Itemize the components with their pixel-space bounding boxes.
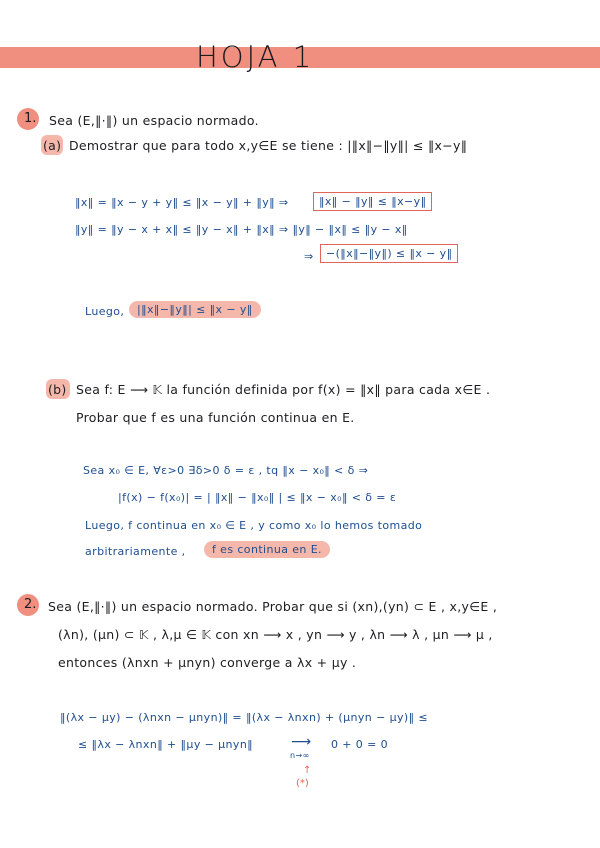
- conclusion-b-highlight: f es continua en E.: [204, 541, 330, 558]
- part-a-label: (a): [43, 138, 62, 153]
- exercise-1-number: 1.: [24, 111, 37, 126]
- part-b-statement-line-1: Sea f: E ⟶ 𝕂 la función definida por f(x) = ‖x‖ para cada x∈E .: [76, 382, 491, 397]
- exercise-2-statement-line-3: entonces (λnxn + μnyn) converge a λx + μy .: [58, 655, 357, 670]
- proof-a-line-3-arrow: ⇒: [304, 250, 314, 263]
- part-b-label: (b): [48, 382, 67, 397]
- exercise-1-statement: Sea (E,‖·‖) un espacio normado.: [49, 113, 259, 128]
- proof-b-line-3: Luego, f continua en x₀ ∈ E , y como x₀ lo hemos tomado: [85, 519, 423, 532]
- proof-b-line-4-prefix: arbitrariamente ,: [85, 545, 186, 558]
- conclusion-a-highlight: |‖x‖−‖y‖| ≤ ‖x − y‖: [129, 301, 261, 318]
- proof-2-result: 0 + 0 = 0: [331, 738, 389, 751]
- part-b-statement-line-2: Probar que f es una función continua en E.: [76, 410, 355, 425]
- proof-2-limit-arrow: ⟶: [291, 734, 312, 750]
- exercise-2-number: 2.: [24, 597, 37, 612]
- proof-a-box-2: −(‖x‖−‖y‖) ≤ ‖x − y‖: [320, 244, 458, 263]
- conclusion-a-prefix: Luego,: [85, 305, 125, 318]
- page-title: HOJA 1: [196, 40, 315, 74]
- part-a-statement: Demostrar que para todo x,y∈E se tiene : |‖x‖−‖y‖| ≤ ‖x−y‖: [69, 138, 468, 153]
- note-arrow: ↑: [303, 765, 312, 776]
- footnote-marker: (*): [296, 778, 309, 789]
- proof-a-box-1: ‖x‖ − ‖y‖ ≤ ‖x−y‖: [313, 192, 432, 211]
- proof-b-line-2: |f(x) − f(x₀)| = | ‖x‖ − ‖x₀‖ | ≤ ‖x − x₀‖ < δ = ε: [118, 491, 397, 504]
- proof-a-line-1: ‖x‖ = ‖x − y + y‖ ≤ ‖x − y‖ + ‖y‖ ⇒: [75, 196, 289, 209]
- exercise-2-statement-line-1: Sea (E,‖·‖) un espacio normado. Probar que si (xn),(yn) ⊂ E , x,y∈E ,: [48, 599, 498, 614]
- proof-2-line-1: ‖(λx − μy) − (λnxn − μnyn)‖ = ‖(λx − λnxn) + (μnyn − μy)‖ ≤: [60, 711, 428, 724]
- proof-a-line-2: ‖y‖ = ‖y − x + x‖ ≤ ‖y − x‖ + ‖x‖ ⇒ ‖y‖ − ‖x‖ ≤ ‖y − x‖: [75, 223, 408, 236]
- exercise-2-statement-line-2: (λn), (μn) ⊂ 𝕂 , λ,μ ∈ 𝕂 con xn ⟶ x , yn ⟶ y , λn ⟶ λ , μn ⟶ μ ,: [58, 627, 493, 642]
- proof-b-line-1: Sea x₀ ∈ E, ∀ε>0 ∃δ>0 δ = ε , tq ‖x − x₀‖ < δ ⇒: [83, 464, 369, 477]
- proof-2-limit-subscript: n→∞: [290, 751, 310, 760]
- proof-2-line-2: ≤ ‖λx − λnxn‖ + ‖μy − μnyn‖: [78, 738, 254, 751]
